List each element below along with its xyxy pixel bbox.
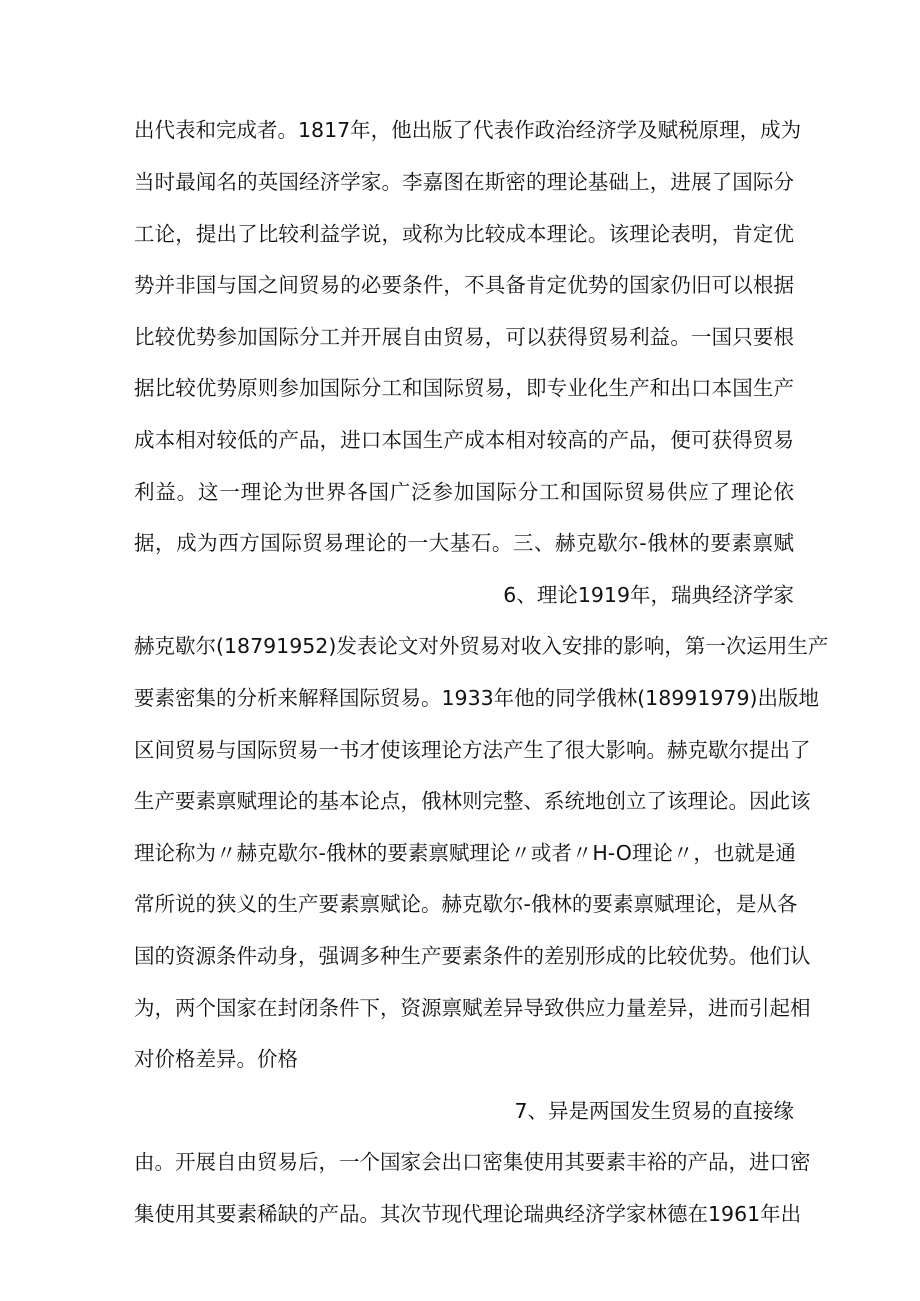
text-line: 常所说的狭义的生产要素禀赋论。赫克歇尔-俄林的要素禀赋理论，是从各: [134, 892, 798, 916]
text-line: 为，两个国家在封闭条件下，资源禀赋差异导致供应力量差异，进而引起相: [134, 996, 811, 1020]
text-line: 势并非国与国之间贸易的必要条件，不具备肯定优势的国家仍旧可以根据: [134, 273, 794, 297]
text-line: 国的资源条件动身，强调多种生产要素条件的差别形成的比较优势。他们认: [134, 944, 811, 968]
text-line: 比较优势参加国际分工并开展自由贸易，可以获得贸易利益。一国只要根: [134, 325, 794, 349]
text-line: 集使用其要素稀缺的产品。其次节现代理论瑞典经济学家林德在1961年出: [134, 1202, 802, 1226]
text-line: 赫克歇尔(18791952)发表论文对外贸易对收入安排的影响，第一次运用生产: [134, 634, 829, 658]
text-line: 要素密集的分析来解释国际贸易。1933年他的同学俄林(18991979)出版地: [134, 686, 820, 710]
text-line: 区间贸易与国际贸易一书才使该理论方法产生了很大影响。赫克歇尔提出了: [134, 738, 811, 762]
text-line: 成本相对较低的产品，进口本国生产成本相对较高的产品，便可获得贸易: [134, 428, 794, 452]
text-line: 据比较优势原则参加国际分工和国际贸易，即专业化生产和出口本国生产: [134, 376, 794, 400]
text-line: 据，成为西方国际贸易理论的一大基石。三、赫克歇尔-俄林的要素禀赋: [134, 531, 794, 555]
text-line: 对价格差异。价格: [134, 1047, 298, 1071]
text-line: 出代表和完成者。1817年，他出版了代表作政治经济学及赋税原理，成为: [134, 118, 802, 142]
text-line: 当时最闻名的英国经济学家。李嘉图在斯密的理论基础上，进展了国际分: [134, 170, 794, 194]
section-heading-7: 7、异是两国发生贸易的直接缘: [514, 1099, 794, 1123]
text-line: 利益。这一理论为世界各国广泛参加国际分工和国际贸易供应了理论依: [134, 480, 794, 504]
section-heading-6: 6、理论1919年，瑞典经济学家: [503, 583, 794, 607]
text-line: 由。开展自由贸易后，一个国家会出口密集使用其要素丰裕的产品，进口密: [134, 1150, 811, 1174]
text-line: 生产要素禀赋理论的基本论点，俄林则完整、系统地创立了该理论。因此该: [134, 789, 811, 813]
text-line: 理论称为〃赫克歇尔-俄林的要素禀赋理论〃或者〃H-O理论〃，也就是通: [134, 841, 796, 865]
text-line: 工论，提出了比较利益学说，或称为比较成本理论。该理论表明，肯定优: [134, 222, 794, 246]
